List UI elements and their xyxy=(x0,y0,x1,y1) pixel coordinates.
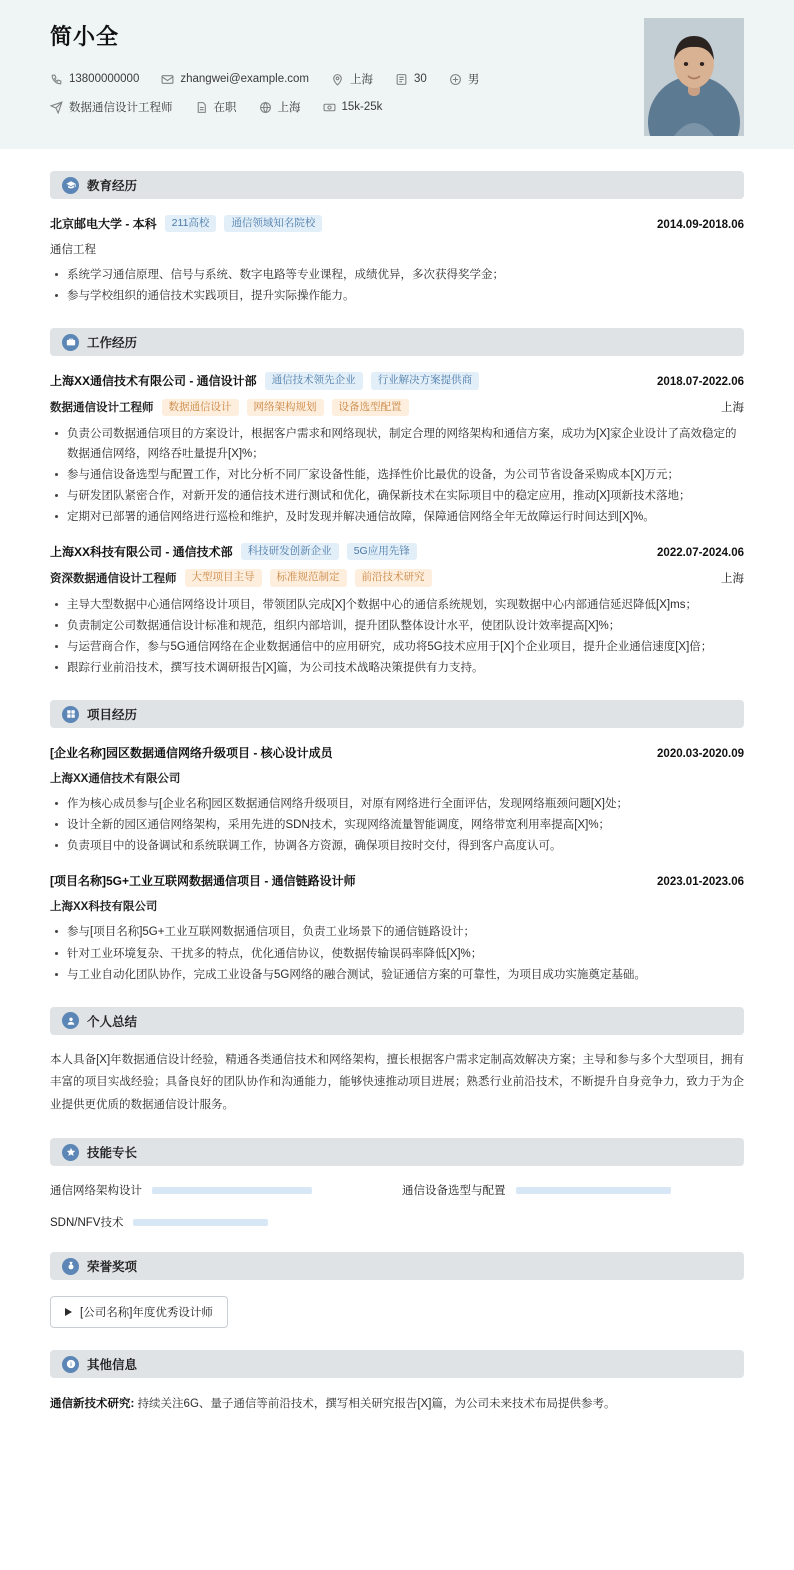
play-triangle-icon xyxy=(65,1308,72,1316)
work-company-tag: 行业解决方案提供商 xyxy=(371,372,480,389)
graduation-icon xyxy=(62,177,79,194)
contact-location xyxy=(331,71,373,87)
section-other xyxy=(50,1350,744,1415)
star-icon xyxy=(62,1144,79,1161)
project-date: 2023.01-2023.06 xyxy=(657,876,744,889)
other-item-label: 通信新技术研究: xyxy=(50,1398,135,1411)
section-honors xyxy=(50,1252,744,1328)
resume-body xyxy=(0,171,794,1455)
contact-email xyxy=(161,73,309,86)
skill-item xyxy=(50,1214,392,1230)
section-header-work xyxy=(50,328,744,356)
other-item-text: 持续关注6G、量子通信等前沿技术，撰写相关研究报告[X]篇，为公司未来技术布局提供参考。 xyxy=(137,1398,616,1411)
list-item: 参与学校组织的通信技术实践项目，提升实际操作能力。 xyxy=(50,286,744,306)
section-header-summary xyxy=(50,1007,744,1035)
gender-icon xyxy=(449,73,462,86)
person-icon xyxy=(62,1012,79,1029)
contact-age-value: 30 xyxy=(414,73,427,85)
other-item xyxy=(50,1394,744,1415)
contact-phone-value: 13800000000 xyxy=(69,73,140,85)
education-tag: 211高校 xyxy=(165,215,217,232)
work-role: 资深数据通信设计工程师 xyxy=(50,572,177,585)
project-entry xyxy=(50,744,744,856)
work-company-tag: 科技研发创新企业 xyxy=(241,543,339,560)
work-role-tag: 设备选型配置 xyxy=(332,399,409,416)
medal-icon xyxy=(62,1258,79,1275)
work-role-tag: 数据通信设计 xyxy=(162,399,239,416)
education-major: 通信工程 xyxy=(50,244,96,257)
section-skills xyxy=(50,1138,744,1230)
section-title-work: 工作经历 xyxy=(87,336,138,351)
education-bullets xyxy=(50,265,744,306)
skill-label: 通信网络架构设计 xyxy=(50,1185,142,1198)
section-title-other: 其他信息 xyxy=(87,1358,138,1373)
project-date: 2020.03-2020.09 xyxy=(657,748,744,760)
resume-header xyxy=(0,0,794,149)
project-bullets xyxy=(50,794,744,856)
education-entry xyxy=(50,215,744,306)
contact-job-title-value: 数据通信设计工程师 xyxy=(69,102,173,114)
contact-status xyxy=(195,99,237,115)
list-item: 参与[项目名称]5G+工业互联网数据通信项目，负责工业场景下的通信链路设计； xyxy=(50,922,744,942)
list-item: 参与通信设备选型与配置工作，对比分析不同厂家设备性能，选择性价比最优的设备，为公司节省设备采购成本[X]万元； xyxy=(50,465,744,485)
age-icon xyxy=(395,73,408,86)
summary-text: 本人具备[X]年数据通信设计经验，精通各类通信技术和网络架构，擅长根据客户需求定制高效解决方案；主导和参与多个大型项目，拥有丰富的项目实战经验；具备良好的团队协作和沟通能力，能够快速推动项目进展；熟悉行业前沿技术，不断提升自身竞争力，致力于为企业提供更优质的数据通信设计服务。 xyxy=(50,1053,744,1111)
contact-location-value: 上海 xyxy=(350,74,374,86)
section-summary xyxy=(50,1007,744,1116)
work-company: 上海XX科技有限公司 - 通信技术部 xyxy=(50,545,233,560)
list-item: 作为核心成员参与[企业名称]园区数据通信网络升级项目，对原有网络进行全面评估，发现网络瓶颈问题[X]处； xyxy=(50,794,744,814)
section-education xyxy=(50,171,744,306)
work-entry xyxy=(50,543,744,678)
work-date: 2022.07-2024.06 xyxy=(657,547,744,560)
status-icon xyxy=(195,101,208,114)
list-item: 针对工业环境复杂、干扰多的特点，优化通信协议，使数据传输误码率降低[X]%； xyxy=(50,944,744,964)
section-header-honors xyxy=(50,1252,744,1280)
contact-salary xyxy=(323,101,383,114)
honor-label: [公司名称]年度优秀设计师 xyxy=(80,1307,213,1320)
list-item: 主导大型数据中心通信网络设计项目，带领团队完成[X]个数据中心的通信系统规划，实现数据中心内部通信延迟降低[X]ms； xyxy=(50,595,744,615)
briefcase-icon xyxy=(62,334,79,351)
contact-status-value: 在职 xyxy=(213,102,237,114)
list-item: 负责公司数据通信项目的方案设计，根据客户需求和网络现状，制定合理的网络架构和通信方案，成功为[X]家企业设计了高效稳定的数据通信网络，网络吞吐量提升[X]%； xyxy=(50,424,744,464)
work-role-tag: 大型项目主导 xyxy=(185,569,262,586)
skill-level-bar xyxy=(152,1187,312,1194)
work-company-tag: 通信技术领先企业 xyxy=(265,372,363,389)
list-item: 与运营商合作，参与5G通信网络在企业数据通信中的应用研究，成功将5G技术应用于[X]个企业项目，提升企业通信速度[X]倍； xyxy=(50,637,744,657)
section-header-education xyxy=(50,171,744,199)
location-icon xyxy=(331,73,344,86)
skill-label: SDN/NFV技术 xyxy=(50,1217,124,1230)
work-date: 2018.07-2022.06 xyxy=(657,376,744,389)
work-company-tag: 5G应用先锋 xyxy=(347,543,417,560)
info-icon xyxy=(62,1356,79,1373)
section-projects xyxy=(50,700,744,985)
grid-icon xyxy=(62,706,79,723)
skill-label: 通信设备选型与配置 xyxy=(402,1185,506,1198)
contact-age xyxy=(395,73,427,86)
salary-icon xyxy=(323,101,336,114)
contact-row-primary xyxy=(50,71,744,87)
city-icon xyxy=(259,101,272,114)
skills-grid xyxy=(50,1182,744,1230)
skill-item xyxy=(402,1182,744,1198)
contact-job-title xyxy=(50,99,173,115)
list-item: 设计全新的园区通信网络架构，采用先进的SDN技术，实现网络流量智能调度，网络带宽利用率提高[X]%； xyxy=(50,815,744,835)
contact-city xyxy=(259,99,301,115)
skill-item xyxy=(50,1182,392,1198)
work-location: 上海 xyxy=(721,572,744,585)
list-item: 跟踪行业前沿技术，撰写技术调研报告[X]篇，为公司技术战略决策提供有力支持。 xyxy=(50,658,744,678)
work-role-tag: 网络架构规划 xyxy=(247,399,324,416)
section-title-projects: 项目经历 xyxy=(87,708,138,722)
section-title-summary: 个人总结 xyxy=(87,1014,138,1029)
section-work xyxy=(50,328,744,678)
section-title-education: 教育经历 xyxy=(87,179,138,193)
project-title: [企业名称]园区数据通信网络升级项目 - 核心设计成员 xyxy=(50,746,333,760)
contact-city-value: 上海 xyxy=(277,102,301,114)
job-icon xyxy=(50,101,63,114)
work-bullets xyxy=(50,424,744,528)
contact-row-secondary xyxy=(50,99,744,115)
honor-item[interactable] xyxy=(50,1296,228,1328)
education-school: 北京邮电大学 - 本科 xyxy=(50,217,157,232)
work-role-tag: 标准规范制定 xyxy=(270,569,347,586)
project-company: 上海XX通信技术有限公司 xyxy=(50,773,181,785)
work-role-tag: 前沿技术研究 xyxy=(355,569,432,586)
page-title: 简小全 xyxy=(50,24,120,49)
contact-salary-value: 15k-25k xyxy=(341,101,383,113)
project-company: 上海XX科技有限公司 xyxy=(50,901,158,914)
section-header-other xyxy=(50,1350,744,1378)
list-item: 定期对已部署的通信网络进行巡检和维护，及时发现并解决通信故障，保障通信网络全年无故障运行时间达到[X]%。 xyxy=(50,507,744,527)
list-item: 负责项目中的设备调试和系统联调工作，协调各方资源，确保项目按时交付，得到客户高度认可。 xyxy=(50,836,744,856)
skill-level-bar xyxy=(133,1219,268,1226)
list-item: 负责制定公司数据通信设计标准和规范，组织内部培训，提升团队整体设计水平，使团队设计效率提高[X]%； xyxy=(50,616,744,636)
contact-email-value: zhangwei@example.com xyxy=(180,73,310,85)
work-role: 数据通信设计工程师 xyxy=(50,402,154,415)
project-bullets xyxy=(50,922,744,984)
education-date: 2014.09-2018.06 xyxy=(657,219,744,232)
section-title-honors: 荣誉奖项 xyxy=(87,1260,138,1275)
contact-gender-value: 男 xyxy=(467,74,480,86)
project-entry xyxy=(50,872,744,984)
contact-gender xyxy=(449,71,480,87)
work-entry xyxy=(50,372,744,527)
list-item: 与工业自动化团队协作，完成工业设备与5G网络的融合测试，验证通信方案的可靠性，为项目成功实施奠定基础。 xyxy=(50,965,744,985)
work-location: 上海 xyxy=(721,402,744,415)
skill-level-bar xyxy=(516,1187,671,1194)
list-item: 与研发团队紧密合作，对新开发的通信技术进行测试和优化，确保新技术在实际项目中的稳定应用，推动[X]项新技术落地； xyxy=(50,486,744,506)
list-item: 系统学习通信原理、信号与系统、数字电路等专业课程，成绩优异，多次获得奖学金； xyxy=(50,265,744,285)
project-title: [项目名称]5G+工业互联网数据通信项目 - 通信链路设计师 xyxy=(50,874,356,889)
work-company: 上海XX通信技术有限公司 - 通信设计部 xyxy=(50,374,257,389)
contact-phone xyxy=(50,73,139,86)
education-tag: 通信领域知名院校 xyxy=(224,215,322,232)
section-header-projects xyxy=(50,700,744,728)
section-header-skills xyxy=(50,1138,744,1166)
avatar xyxy=(644,18,744,136)
work-bullets xyxy=(50,595,744,679)
phone-icon xyxy=(50,73,63,86)
mail-icon xyxy=(161,73,174,86)
section-title-skills: 技能专长 xyxy=(87,1146,138,1161)
